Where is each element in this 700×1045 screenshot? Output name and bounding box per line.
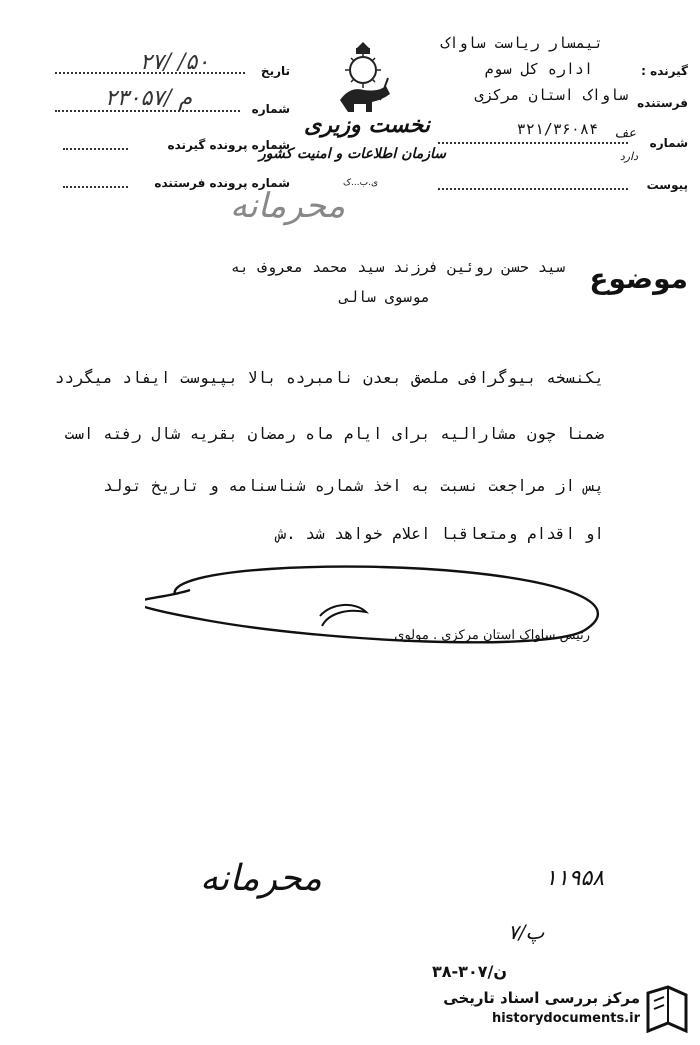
date-value: ۲۷/ /۵۰ <box>140 50 210 75</box>
attachment-dots <box>438 188 628 190</box>
watermark-org: مرکز بررسی اسناد تاریخی <box>443 989 640 1007</box>
book-logo-icon <box>644 985 690 1035</box>
archive-number: ۱۱۹۵۸ <box>545 866 605 891</box>
body-line-1: یکنسخه بیوگرافی ملصق بعدن نامبرده بالا بپیوست ایفاد میگردد <box>54 368 604 387</box>
subject-label: موضوع <box>589 262 688 295</box>
left-number-value: ۲۳۰۵۷/ م <box>105 86 193 111</box>
sender-file-dots <box>63 186 128 188</box>
watermark <box>415 983 690 1038</box>
number-mark: عف <box>614 126 636 141</box>
recipient-label: گیرنده : <box>641 64 688 78</box>
receiver-file-dots <box>63 148 128 150</box>
signature-title: رئیس ساواک استان مرکزی . مولوی <box>394 628 590 643</box>
sender-file-label: شماره پرونده فرستنده <box>154 176 290 190</box>
header-left <box>55 50 290 198</box>
left-number-label: شماره <box>251 102 290 116</box>
receiver-file-label: شماره پرونده گیرنده <box>167 138 290 152</box>
sender-value: ساواک استان مرکزی <box>474 86 628 104</box>
body-line-4: او اقدام ومتعاقبا اعلام خواهد شد .ش <box>276 524 604 543</box>
archive-note: پ/۷ <box>508 920 545 944</box>
recipient-value: تیمسار ریاست ساواک <box>440 34 603 52</box>
lion-and-sun-emblem-icon <box>328 38 398 118</box>
subject-line1: سید حسن روئین فرزند سید محمد معروف به <box>230 258 565 276</box>
body-line-3: پس از مراجعت نسبت به اخذ شماره شناسنامه و تاریخ تولد <box>103 476 604 495</box>
number-label: شماره <box>649 136 688 150</box>
date-label: تاریخ <box>260 64 290 78</box>
watermark-url: historydocuments.ir <box>491 1011 640 1026</box>
left-number-dots <box>55 110 240 112</box>
classification-stamp-bottom: محرمانه <box>200 858 322 899</box>
date-dots <box>55 72 245 74</box>
org-line1: نخست وزیری <box>304 112 430 138</box>
classification-stamp-top: محرمانه <box>230 186 346 226</box>
body-line-2: ضمنا چون مشارالیه برای ایام ماه رمضان بقریه شال رفته است <box>64 424 604 443</box>
number-dots <box>438 142 628 144</box>
subject-line2: موسوی سالی <box>339 288 430 306</box>
sender-label: فرستنده <box>637 96 688 110</box>
document-code: ۳۸-۳۰۷/ن <box>432 962 507 981</box>
recipient-sub: اداره کل سوم <box>484 60 593 78</box>
org-line2: سازمان اطلاعات و امنیت کشور <box>259 146 446 162</box>
number-value: ۳۲۱/۳۶۰۸۴ <box>516 120 598 138</box>
attachment-label: پیوست <box>646 178 688 192</box>
org-code: ی.ب...ک <box>343 178 379 188</box>
attachment-note: دارد <box>619 150 638 163</box>
